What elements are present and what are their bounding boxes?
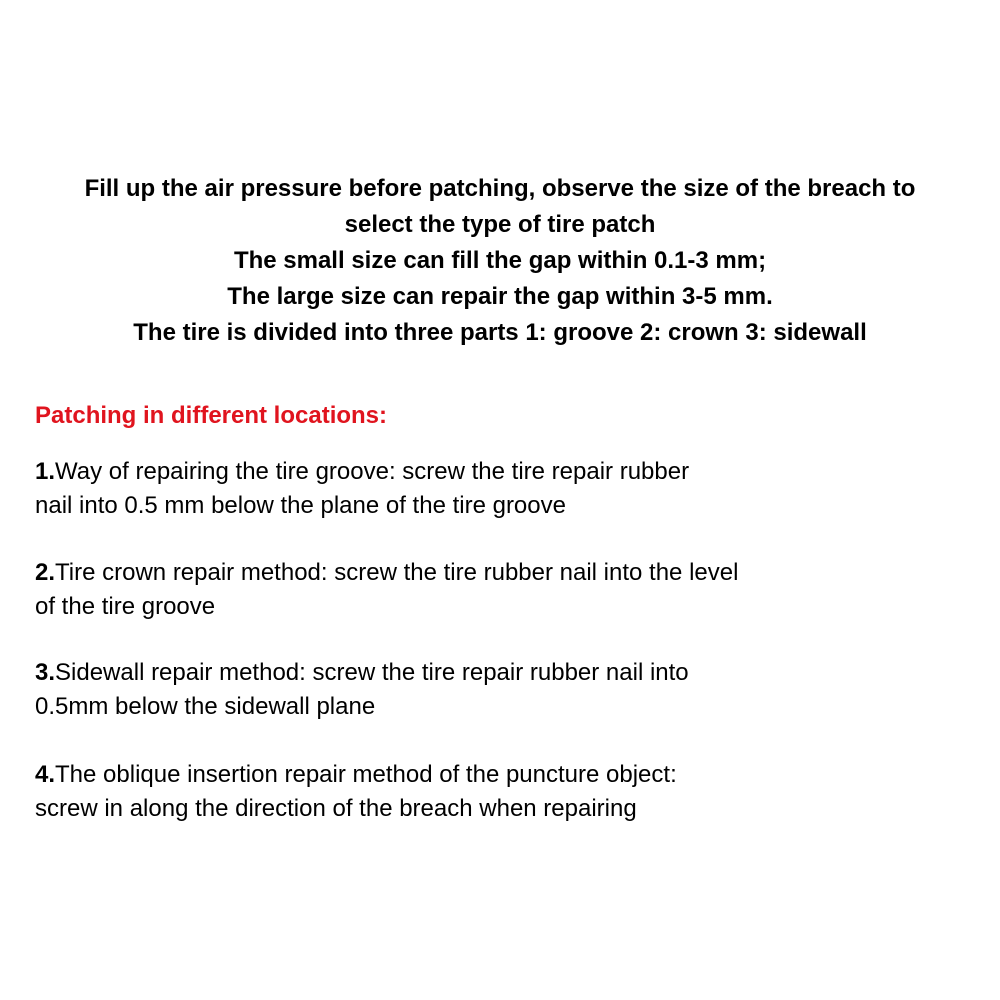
step-number: 1. xyxy=(35,458,56,485)
intro-line: The small size can fill the gap within 0.1-3 mm; xyxy=(233,247,767,274)
step-text: nail into 0.5 mm below the plane of the tire groove xyxy=(35,492,566,519)
step-number: 4. xyxy=(35,761,56,788)
step-line xyxy=(35,556,738,590)
step-text: of the tire groove xyxy=(35,593,216,620)
list-item xyxy=(35,758,677,826)
step-text: screw in along the direction of the breach when repairing xyxy=(35,795,637,822)
step-text: The oblique insertion repair method of the puncture object: xyxy=(55,761,677,788)
intro-paragraph xyxy=(0,171,1000,351)
step-text: Tire crown repair method: screw the tire rubber nail into the level xyxy=(55,559,739,586)
step-line xyxy=(35,455,689,489)
step-text: Sidewall repair method: screw the tire repair rubber nail into xyxy=(55,659,689,686)
intro-line: select the type of tire patch xyxy=(344,211,656,238)
section-heading: Patching in different locations: xyxy=(35,402,388,429)
intro-line: The tire is divided into three parts 1: groove 2: crown 3: sidewall xyxy=(133,319,867,346)
list-item xyxy=(35,455,689,523)
list-item xyxy=(35,656,689,724)
intro-line: The large size can repair the gap within 3-5 mm. xyxy=(227,283,773,310)
step-number: 3. xyxy=(35,659,56,686)
list-item xyxy=(35,556,738,624)
step-line xyxy=(35,758,677,792)
step-text: 0.5mm below the sidewall plane xyxy=(35,693,376,720)
intro-line: Fill up the air pressure before patching, observe the size of the breach to xyxy=(84,175,916,202)
step-line xyxy=(35,656,689,690)
step-number: 2. xyxy=(35,559,56,586)
step-text: Way of repairing the tire groove: screw the tire repair rubber xyxy=(55,458,690,485)
